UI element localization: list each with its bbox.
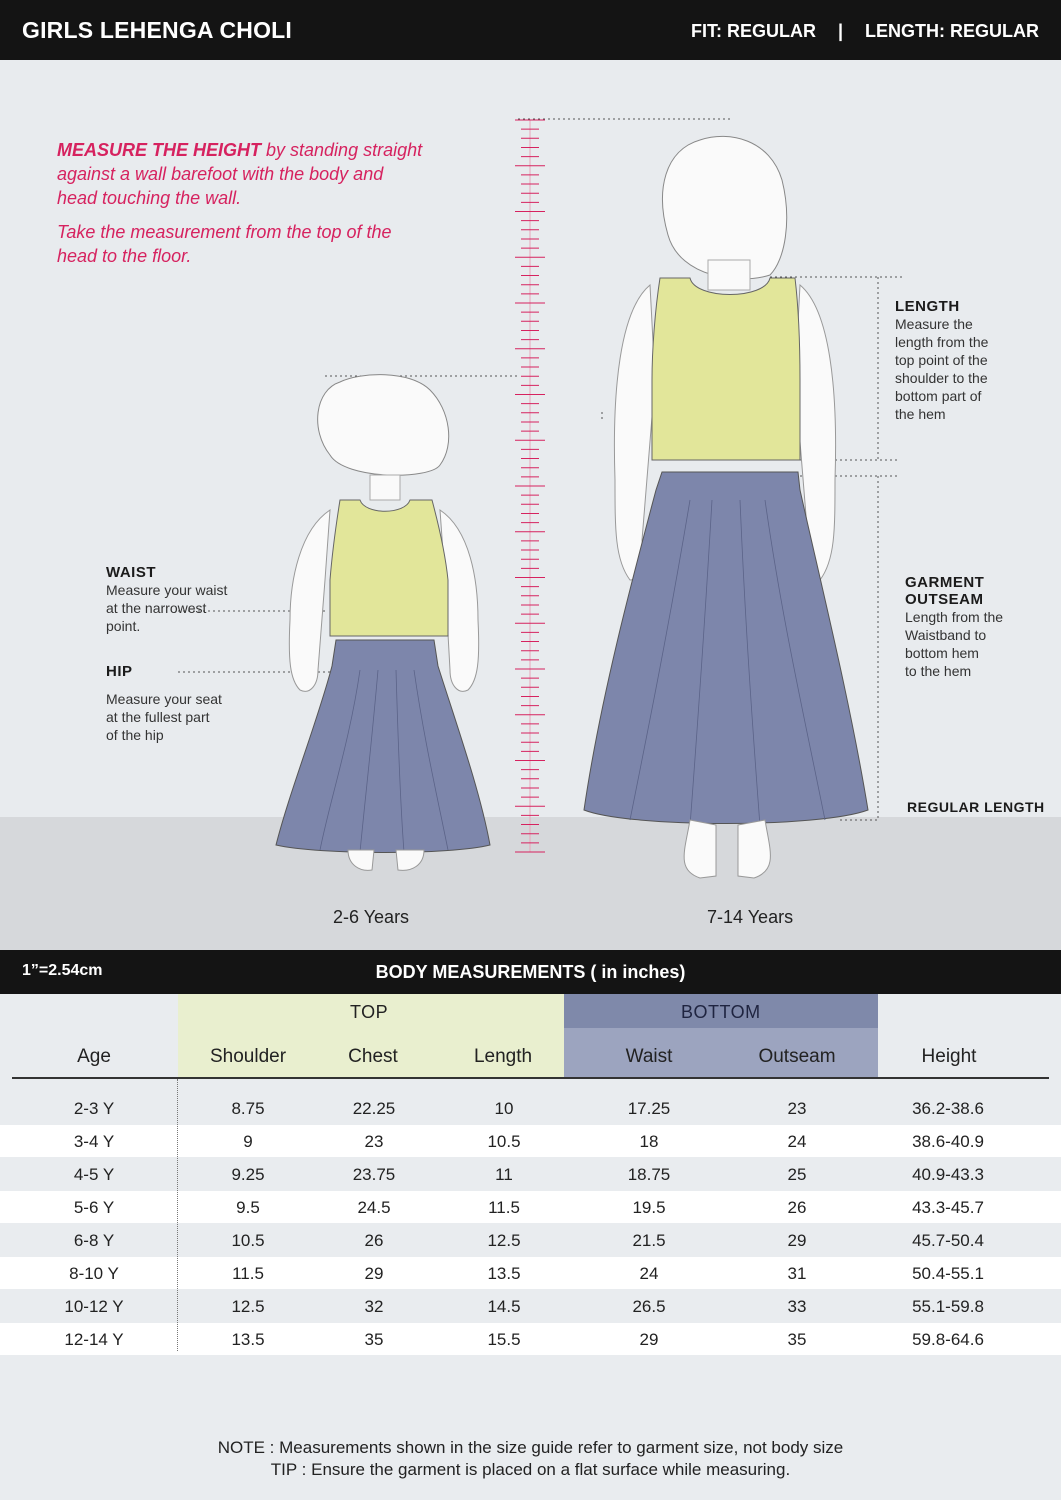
tip-text: TIP : Ensure the garment is placed on a flat surface while measuring. (270, 1460, 791, 1479)
table-cell-age: 5-6 Y (73, 1198, 115, 1217)
outseam-line3: bottom hem (905, 645, 979, 661)
table-row (0, 1290, 1061, 1322)
col-header-waist: Waist (625, 1046, 673, 1067)
outseam-label-block (905, 574, 1003, 680)
take-measurement-instructions (57, 220, 477, 268)
measure-height-line2: against a wall barefoot with the body and (57, 164, 384, 184)
outseam-line4: to the hem (905, 663, 972, 679)
measure-height-bold: MEASURE THE HEIGHT (57, 140, 262, 160)
table-cell-height: 55.1-59.8 (912, 1297, 984, 1316)
note-text: NOTE : Measurements shown in the size guide refer to garment size, not body size (217, 1438, 844, 1457)
top-group-label: TOP (350, 1002, 389, 1022)
table-cell-length: 11.5 (488, 1198, 520, 1217)
measurements-table (0, 994, 1061, 1500)
table-cell-chest: 22.25 (352, 1099, 396, 1118)
separator: | (837, 21, 843, 41)
table-cell-age: 2-3 Y (73, 1099, 115, 1118)
table-cell-length: 14.5 (487, 1297, 521, 1316)
table-cell-shoulder: 12.5 (231, 1297, 265, 1316)
measure-height-instructions (57, 138, 477, 210)
table-row (0, 1092, 1061, 1124)
height-ruler (515, 120, 545, 852)
col-header-height: Height (921, 1046, 977, 1067)
table-cell-height: 36.2-38.6 (912, 1099, 984, 1118)
table-cell-length: 13.5 (487, 1264, 521, 1283)
waist-label (106, 564, 227, 635)
table-cell-height: 50.4-55.1 (912, 1264, 984, 1283)
table-cell-height: 45.7-50.4 (912, 1231, 984, 1250)
table-cell-length: 10.5 (487, 1132, 521, 1151)
measurements-band (0, 950, 1061, 994)
table-cell-age: 3-4 Y (73, 1132, 115, 1151)
illustration-area (0, 60, 1061, 950)
length-label: LENGTH: REGULAR (865, 21, 1039, 41)
take-line2: head to the floor. (57, 246, 192, 266)
table-cell-outseam: 26 (787, 1198, 807, 1217)
large-girl-figure (584, 136, 868, 878)
table-cell-shoulder: 9.25 (231, 1165, 265, 1184)
hip-line3: of the hip (106, 727, 164, 743)
fit-label: FIT: REGULAR (690, 21, 816, 41)
table-cell-outseam: 29 (787, 1231, 807, 1250)
unit-conversion: 1”=2.54cm (22, 962, 103, 979)
col-header-length: Length (473, 1046, 533, 1067)
table-row (0, 1224, 1061, 1256)
table-cell-age: 12-14 Y (64, 1330, 124, 1349)
measure-height-rest: by standing straight (261, 140, 423, 160)
waist-line1: Measure your waist (106, 582, 228, 598)
table-cell-length: 15.5 (487, 1330, 521, 1349)
outseam-line1: Length from the (905, 609, 1004, 625)
table-cell-waist: 17.25 (627, 1099, 671, 1118)
age-group-large: 7-14 Years (707, 907, 794, 927)
take-line1: Take the measurement from the top of the (57, 222, 392, 242)
table-row (0, 1158, 1061, 1190)
table-cell-waist: 26.5 (632, 1297, 666, 1316)
table-cell-chest: 23 (364, 1132, 384, 1151)
length-line4: shoulder to the (895, 370, 988, 386)
table-cell-chest: 23.75 (352, 1165, 396, 1184)
table-cell-length: 10 (494, 1099, 514, 1118)
table-cell-age: 4-5 Y (73, 1165, 115, 1184)
waist-line2: at the narrowest (106, 600, 207, 616)
table-cell-shoulder: 10.5 (231, 1231, 265, 1250)
waist-line3: point. (106, 618, 141, 634)
fit-length-info (691, 21, 1039, 42)
hip-line1: Measure your seat (106, 691, 222, 707)
table-row (0, 1257, 1061, 1289)
table-cell-height: 43.3-45.7 (912, 1198, 984, 1217)
table-cell-outseam: 24 (787, 1132, 807, 1151)
table-cell-chest: 32 (364, 1297, 384, 1316)
table-cell-outseam: 23 (787, 1099, 807, 1118)
outseam-line2: Waistband to (905, 627, 987, 643)
table-cell-length: 11 (495, 1165, 513, 1184)
col-header-shoulder: Shoulder (209, 1046, 287, 1067)
hip-label (106, 663, 222, 744)
measurements-title: BODY MEASUREMENTS ( in inches) (375, 962, 686, 982)
table-row (0, 1125, 1061, 1157)
table-cell-chest: 24.5 (357, 1198, 391, 1217)
length-title: LENGTH (895, 298, 960, 315)
waist-title: WAIST (106, 564, 156, 581)
table-cell-height: 40.9-43.3 (912, 1165, 984, 1184)
length-line2: length from the (895, 334, 989, 350)
table-cell-waist: 19.5 (632, 1198, 666, 1217)
length-line5: bottom part of (895, 388, 982, 404)
table-cell-shoulder: 9 (243, 1132, 253, 1151)
table-cell-chest: 26 (364, 1231, 384, 1250)
table-cell-shoulder: 13.5 (231, 1330, 265, 1349)
table-cell-shoulder: 9.5 (236, 1198, 260, 1217)
regular-length-label: REGULAR LENGTH (907, 799, 1045, 815)
bottom-group-label: BOTTOM (681, 1002, 761, 1022)
table-cell-outseam: 35 (787, 1330, 807, 1349)
page-title: GIRLS LEHENGA CHOLI (22, 17, 293, 43)
table-cell-length: 12.5 (487, 1231, 521, 1250)
length-line1: Measure the (895, 316, 973, 332)
table-cell-chest: 35 (364, 1330, 384, 1349)
table-cell-waist: 24 (639, 1264, 659, 1283)
table-cell-shoulder: 11.5 (232, 1264, 264, 1283)
table-cell-outseam: 25 (787, 1165, 807, 1184)
outseam-title1: GARMENT (905, 574, 985, 591)
hip-line2: at the fullest part (106, 709, 210, 725)
length-line3: top point of the (895, 352, 988, 368)
table-cell-age: 10-12 Y (64, 1297, 124, 1316)
table-cell-age: 8-10 Y (69, 1264, 119, 1283)
table-row (0, 1191, 1061, 1223)
age-group-small: 2-6 Years (333, 907, 410, 927)
table-cell-waist: 18 (639, 1132, 659, 1151)
table-cell-outseam: 33 (787, 1297, 807, 1316)
age-column-divider (177, 1079, 178, 1351)
table-cell-waist: 18.75 (627, 1165, 671, 1184)
table-cell-waist: 29 (639, 1330, 659, 1349)
hip-title: HIP (106, 663, 133, 680)
measure-height-line3: head touching the wall. (57, 188, 242, 208)
col-header-age: Age (77, 1046, 111, 1067)
table-cell-age: 6-8 Y (73, 1231, 115, 1250)
table-cell-shoulder: 8.75 (231, 1099, 265, 1118)
table-cell-height: 38.6-40.9 (912, 1132, 984, 1151)
header-divider (12, 1077, 1049, 1079)
table-row (0, 1323, 1061, 1355)
table-cell-chest: 29 (364, 1264, 384, 1283)
length-line6: the hem (895, 406, 946, 422)
table-cell-height: 59.8-64.6 (912, 1330, 984, 1349)
table-cell-outseam: 31 (787, 1264, 807, 1283)
col-header-chest: Chest (348, 1046, 398, 1067)
header-bar (0, 0, 1061, 60)
col-header-outseam: Outseam (758, 1046, 836, 1067)
small-girl-figure (276, 375, 490, 871)
length-label-block (895, 298, 988, 423)
outseam-title2: OUTSEAM (905, 591, 984, 608)
notes (0, 1437, 1061, 1481)
table-cell-waist: 21.5 (632, 1231, 666, 1250)
